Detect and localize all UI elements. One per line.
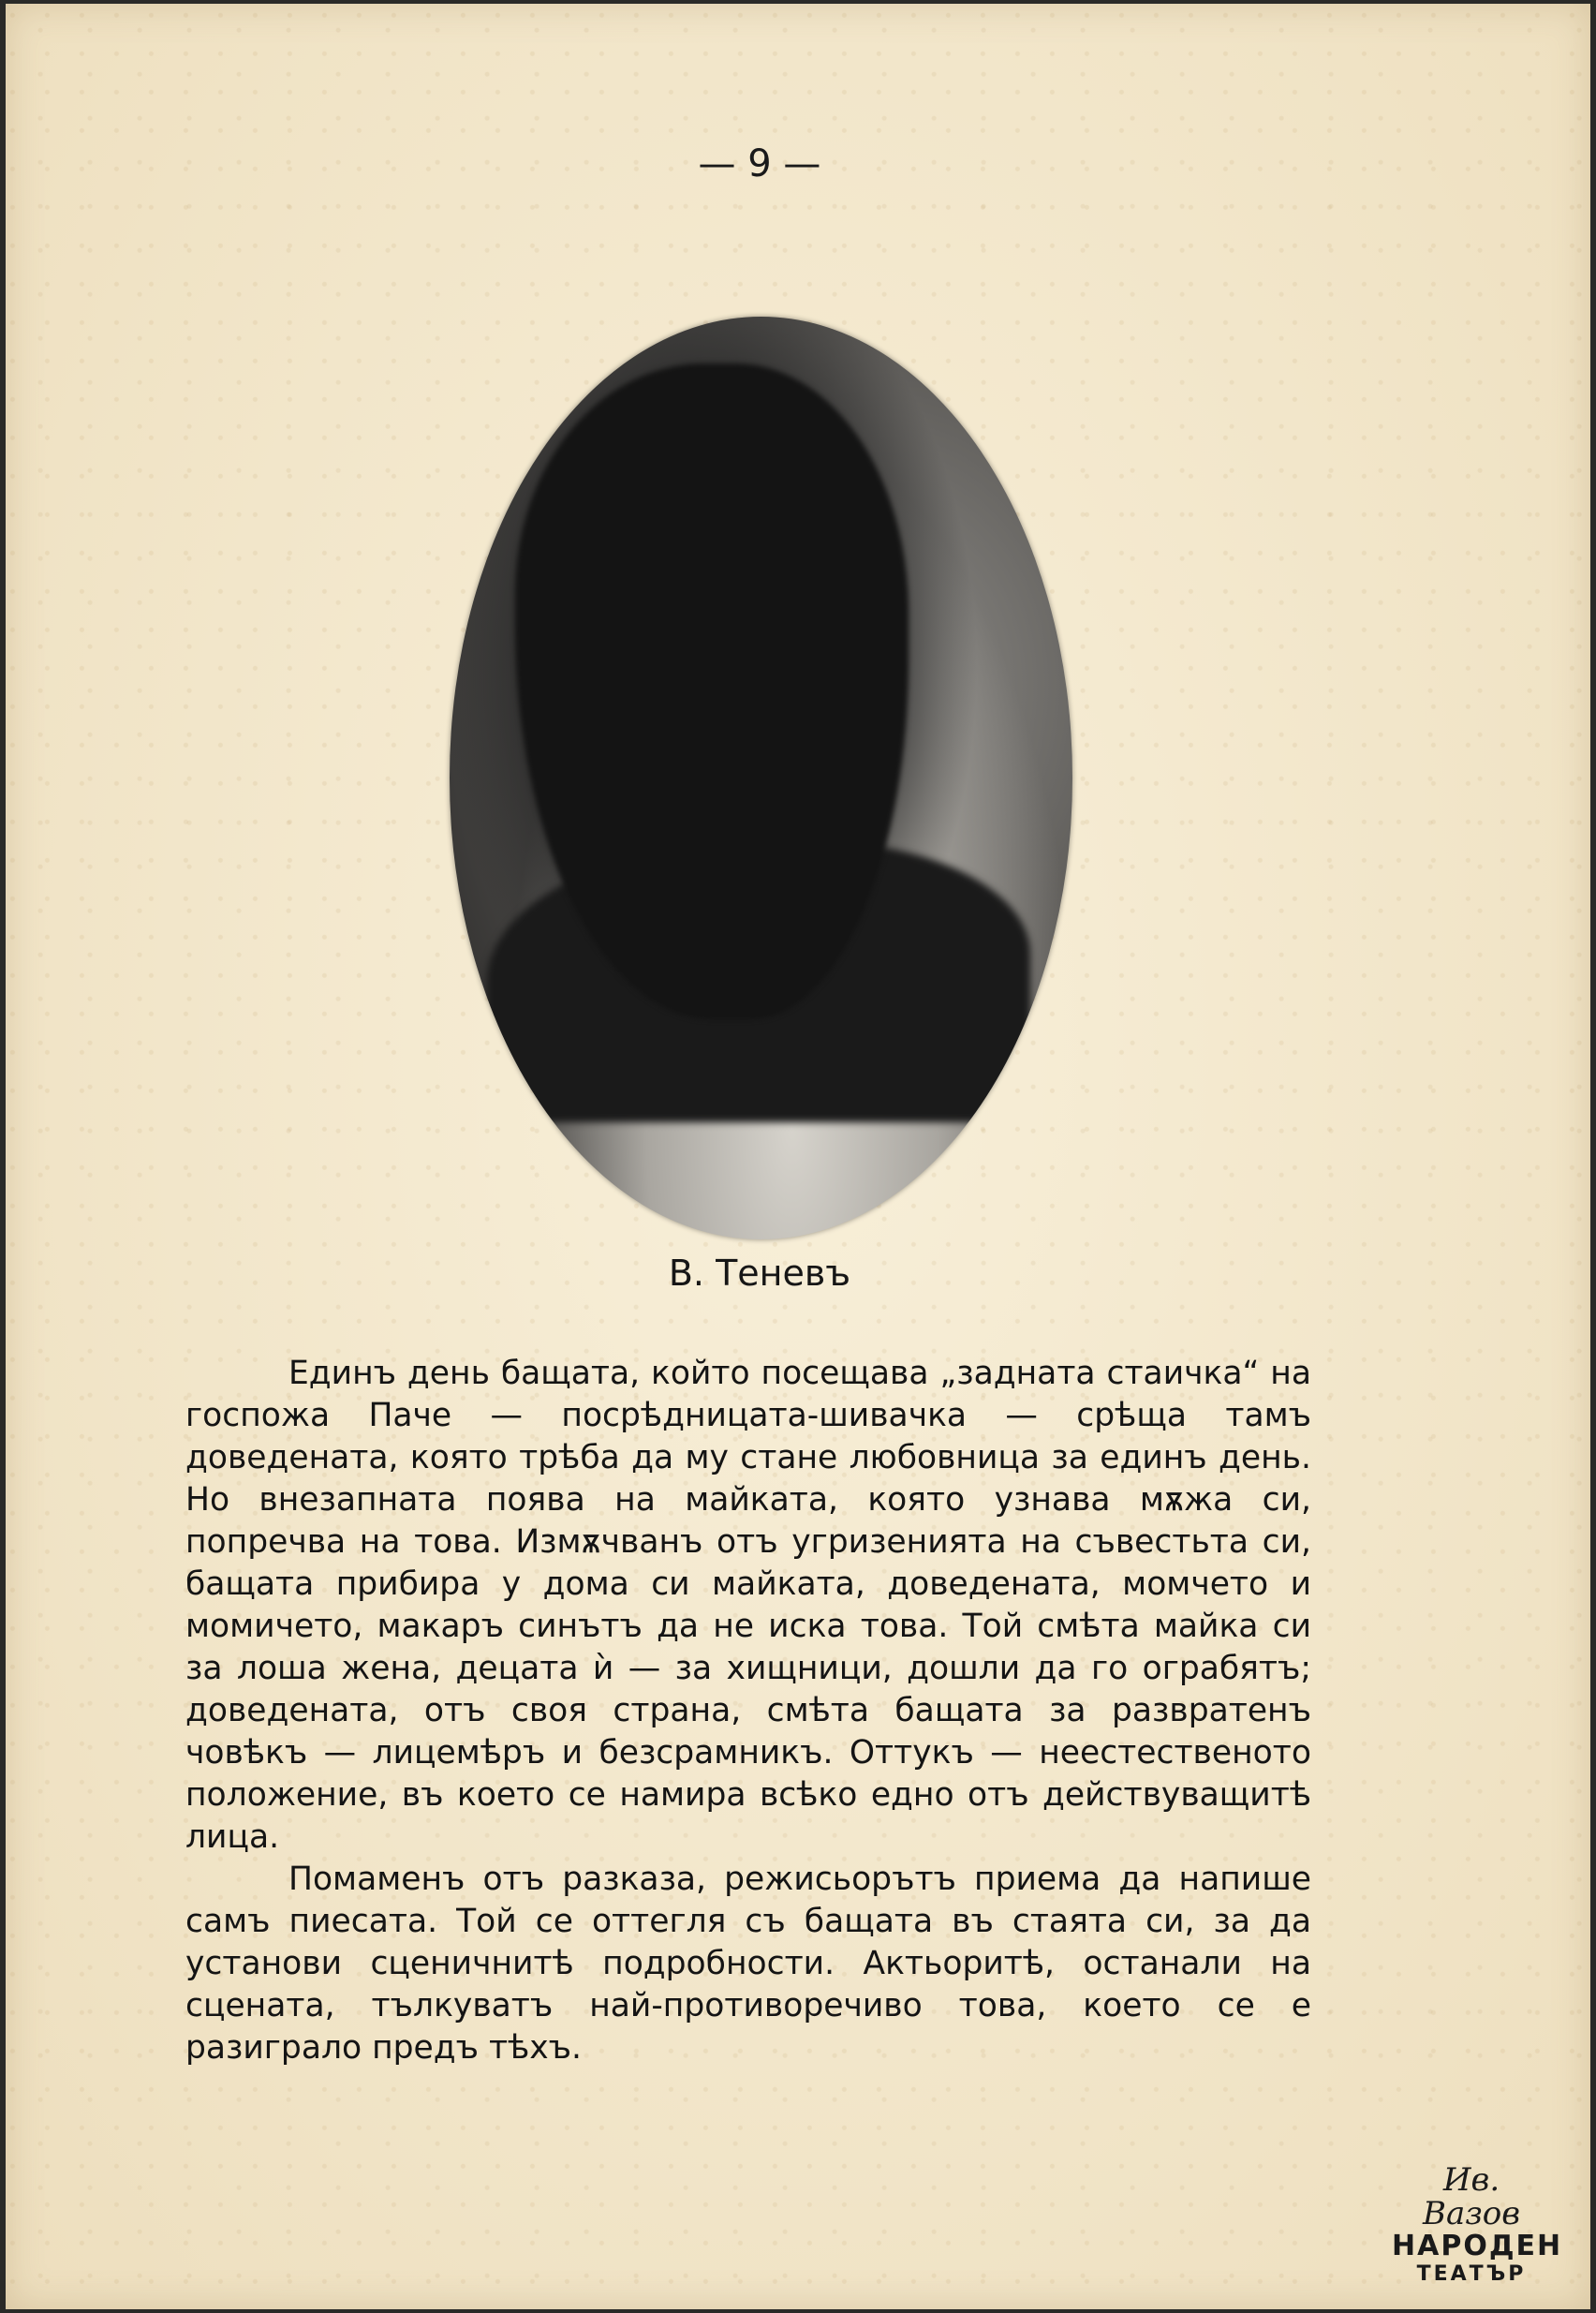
national-theatre-stamp [1392, 2161, 1563, 2286]
stamp-signature: Ив. Вазов [1422, 2161, 1521, 2232]
body-text [185, 1353, 1311, 2069]
paragraph-1: Единъ день бащата, който посещава „задната стаичка“ на госпожа Паче — посрѣдницата-шивачка — срѣща тамъ доведената, която трѣба да му стане любовница за единъ день. Но внезапната поява на майката, която узнава мѫжа си, попречва на това. Измѫчванъ отъ угризенията на съвестьта си, бащата прибира у дома си майката, доведената, момчето и момичето, макаръ синътъ да не иска това. Той смѣта майка си за лоша жена, децата ѝ — за хищници, дошли да го ограбятъ; доведената, отъ своя страна, смѣта бащата за развратенъ човѣкъ — лицемѣръ и безсрамникъ. Оттукъ — неестественото положение, въ което се намира всѣко едно отъ действуващитѣ лица. [185, 1355, 1311, 1856]
stamp-line-1: НАРОДЕН [1392, 2230, 1563, 2262]
paragraph-2: Помаменъ отъ разказа, режисьорътъ приема да напише самъ пиесата. Той се оттегля съ бащата въ стаята си, за да установи сценичнитѣ подробности. Актьоритѣ, останали на сцената, тълкуватъ най-противоречиво това, което се е разиграло предъ тѣхъ. [185, 1861, 1311, 2067]
stamp-line-2: ТЕАТЪР [1416, 2262, 1527, 2286]
page-number: — 9 — [698, 142, 821, 185]
document-page [6, 4, 1590, 2309]
portrait-caption: В. Теневъ [668, 1253, 851, 1294]
portrait-photo [450, 317, 1072, 1239]
